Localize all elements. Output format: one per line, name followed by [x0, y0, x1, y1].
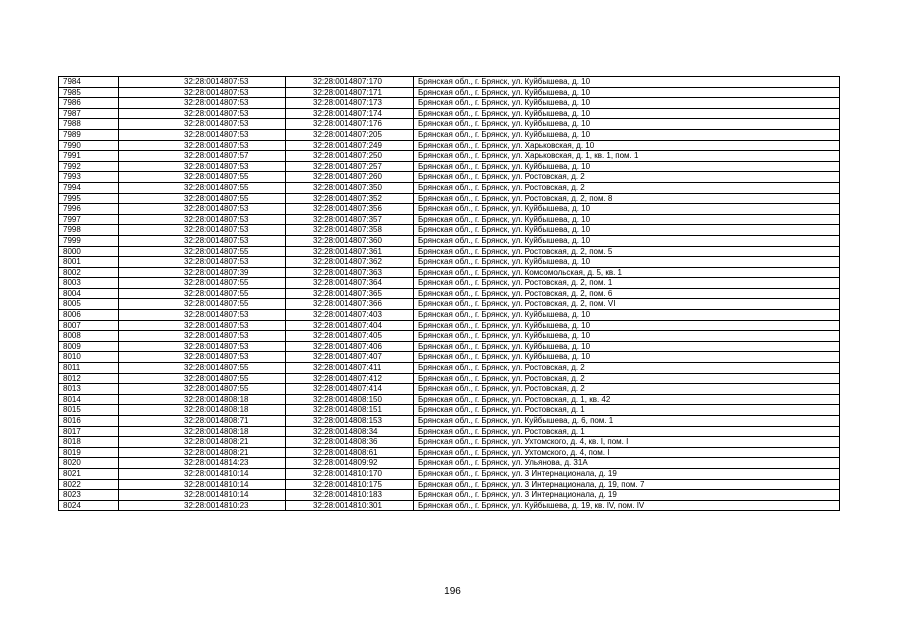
address-cell: Брянская обл., г. Брянск, ул. Куйбышева, д. 10: [414, 331, 840, 342]
address-cell: Брянская обл., г. Брянск, ул. Куйбышева, д. 10: [414, 204, 840, 215]
address-cell: Брянская обл., г. Брянск, ул. Ростовская, д. 2: [414, 172, 840, 183]
row-number-cell: 7996: [59, 204, 119, 215]
row-number-cell: 8002: [59, 267, 119, 278]
row-number-cell: 8004: [59, 288, 119, 299]
row-number-cell: 8008: [59, 331, 119, 342]
cadastral-table: [58, 76, 840, 511]
object-cadastral-number-cell: 32:28:0014807:350: [286, 182, 414, 193]
table-row: [59, 479, 840, 490]
address-cell: Брянская обл., г. Брянск, ул. 3 Интернационала, д. 19: [414, 468, 840, 479]
address-cell: Брянская обл., г. Брянск, ул. Куйбышева, д. 10: [414, 341, 840, 352]
object-cadastral-number-cell: 32:28:0014807:407: [286, 352, 414, 363]
address-cell: Брянская обл., г. Брянск, ул. Ростовская, д. 2: [414, 384, 840, 395]
table-row: [59, 447, 840, 458]
table-row: [59, 161, 840, 172]
address-cell: Брянская обл., г. Брянск, ул. Ростовская, д. 2, пом. 8: [414, 193, 840, 204]
table-row: [59, 363, 840, 374]
page-number: 196: [444, 586, 461, 597]
table-row: [59, 310, 840, 321]
address-cell: Брянская обл., г. Брянск, ул. Ростовская, д. 2: [414, 182, 840, 193]
table-row: [59, 193, 840, 204]
parcel-cadastral-number-cell: 32:28:0014807:53: [119, 331, 286, 342]
row-number-cell: 8024: [59, 500, 119, 511]
address-cell: Брянская обл., г. Брянск, ул. Ростовская, д. 1: [414, 426, 840, 437]
parcel-cadastral-number-cell: 32:28:0014807:55: [119, 373, 286, 384]
address-cell: Брянская обл., г. Брянск, ул. Харьковская, д. 1, кв. 1, пом. 1: [414, 151, 840, 162]
table-row: [59, 320, 840, 331]
parcel-cadastral-number-cell: 32:28:0014807:55: [119, 363, 286, 374]
object-cadastral-number-cell: 32:28:0014807:352: [286, 193, 414, 204]
row-number-cell: 7991: [59, 151, 119, 162]
parcel-cadastral-number-cell: 32:28:0014807:53: [119, 140, 286, 151]
parcel-cadastral-number-cell: 32:28:0014807:53: [119, 310, 286, 321]
object-cadastral-number-cell: 32:28:0014807:406: [286, 341, 414, 352]
address-cell: Брянская обл., г. Брянск, ул. Куйбышева, д. 6, пом. 1: [414, 416, 840, 427]
row-number-cell: 7989: [59, 129, 119, 140]
object-cadastral-number-cell: 32:28:0014807:257: [286, 161, 414, 172]
parcel-cadastral-number-cell: 32:28:0014807:53: [119, 214, 286, 225]
row-number-cell: 8003: [59, 278, 119, 289]
address-cell: Брянская обл., г. Брянск, ул. Куйбышева, д. 10: [414, 257, 840, 268]
table-row: [59, 151, 840, 162]
row-number-cell: 8014: [59, 394, 119, 405]
address-cell: Брянская обл., г. Брянск, ул. Ростовская, д. 2, пом. 1: [414, 278, 840, 289]
row-number-cell: 8006: [59, 310, 119, 321]
address-cell: Брянская обл., г. Брянск, ул. 3 Интернационала, д. 19, пом. 7: [414, 479, 840, 490]
parcel-cadastral-number-cell: 32:28:0014807:53: [119, 87, 286, 98]
address-cell: Брянская обл., г. Брянск, ул. Ростовская, д. 2, пом. 6: [414, 288, 840, 299]
row-number-cell: 8019: [59, 447, 119, 458]
table-row: [59, 98, 840, 109]
object-cadastral-number-cell: 32:28:0014807:411: [286, 363, 414, 374]
row-number-cell: 8021: [59, 468, 119, 479]
row-number-cell: 8023: [59, 490, 119, 501]
parcel-cadastral-number-cell: 32:28:0014807:53: [119, 204, 286, 215]
object-cadastral-number-cell: 32:28:0014807:357: [286, 214, 414, 225]
table-row: [59, 129, 840, 140]
row-number-cell: 8001: [59, 257, 119, 268]
object-cadastral-number-cell: 32:28:0014807:365: [286, 288, 414, 299]
address-cell: Брянская обл., г. Брянск, ул. 3 Интернационала, д. 19: [414, 490, 840, 501]
parcel-cadastral-number-cell: 32:28:0014808:18: [119, 405, 286, 416]
parcel-cadastral-number-cell: 32:28:0014807:53: [119, 235, 286, 246]
table-row: [59, 437, 840, 448]
address-cell: Брянская обл., г. Брянск, ул. Куйбышева, д. 10: [414, 129, 840, 140]
address-cell: Брянская обл., г. Брянск, ул. Куйбышева, д. 10: [414, 225, 840, 236]
table-row: [59, 140, 840, 151]
parcel-cadastral-number-cell: 32:28:0014807:55: [119, 299, 286, 310]
row-number-cell: 7986: [59, 98, 119, 109]
parcel-cadastral-number-cell: 32:28:0014807:55: [119, 384, 286, 395]
row-number-cell: 8016: [59, 416, 119, 427]
object-cadastral-number-cell: 32:28:0014810:301: [286, 500, 414, 511]
table-row: [59, 278, 840, 289]
address-cell: Брянская обл., г. Брянск, ул. Куйбышева, д. 10: [414, 98, 840, 109]
object-cadastral-number-cell: 32:28:0014808:36: [286, 437, 414, 448]
object-cadastral-number-cell: 32:28:0014810:175: [286, 479, 414, 490]
row-number-cell: 7990: [59, 140, 119, 151]
object-cadastral-number-cell: 32:28:0014807:364: [286, 278, 414, 289]
table-row: [59, 341, 840, 352]
row-number-cell: 8009: [59, 341, 119, 352]
row-number-cell: 8007: [59, 320, 119, 331]
row-number-cell: 8020: [59, 458, 119, 469]
row-number-cell: 8012: [59, 373, 119, 384]
object-cadastral-number-cell: 32:28:0014807:412: [286, 373, 414, 384]
object-cadastral-number-cell: 32:28:0014809:92: [286, 458, 414, 469]
address-cell: Брянская обл., г. Брянск, ул. Ухтомского, д. 4, кв. I, пом. I: [414, 437, 840, 448]
table-row: [59, 214, 840, 225]
address-cell: Брянская обл., г. Брянск, ул. Куйбышева, д. 10: [414, 352, 840, 363]
table-row: [59, 373, 840, 384]
object-cadastral-number-cell: 32:28:0014807:404: [286, 320, 414, 331]
table-row: [59, 77, 840, 88]
object-cadastral-number-cell: 32:28:0014807:363: [286, 267, 414, 278]
address-cell: Брянская обл., г. Брянск, ул. Ростовская, д. 2, пом. 5: [414, 246, 840, 257]
row-number-cell: 8011: [59, 363, 119, 374]
parcel-cadastral-number-cell: 32:28:0014808:21: [119, 437, 286, 448]
parcel-cadastral-number-cell: 32:28:0014807:53: [119, 225, 286, 236]
row-number-cell: 8010: [59, 352, 119, 363]
address-cell: Брянская обл., г. Брянск, ул. Ростовская, д. 1, кв. 42: [414, 394, 840, 405]
table-row: [59, 416, 840, 427]
row-number-cell: 8013: [59, 384, 119, 395]
object-cadastral-number-cell: 32:28:0014808:151: [286, 405, 414, 416]
table-row: [59, 394, 840, 405]
table-row: [59, 225, 840, 236]
table-row: [59, 490, 840, 501]
parcel-cadastral-number-cell: 32:28:0014807:53: [119, 161, 286, 172]
table-row: [59, 405, 840, 416]
object-cadastral-number-cell: 32:28:0014807:260: [286, 172, 414, 183]
table-row: [59, 257, 840, 268]
address-cell: Брянская обл., г. Брянск, ул. Куйбышева, д. 19, кв. IV, пом. IV: [414, 500, 840, 511]
row-number-cell: 7988: [59, 119, 119, 130]
row-number-cell: 7993: [59, 172, 119, 183]
parcel-cadastral-number-cell: 32:28:0014808:18: [119, 426, 286, 437]
address-cell: Брянская обл., г. Брянск, ул. Куйбышева, д. 10: [414, 320, 840, 331]
table-row: [59, 246, 840, 257]
row-number-cell: 8015: [59, 405, 119, 416]
address-cell: Брянская обл., г. Брянск, ул. Куйбышева, д. 10: [414, 77, 840, 88]
table-row: [59, 500, 840, 511]
parcel-cadastral-number-cell: 32:28:0014807:53: [119, 320, 286, 331]
parcel-cadastral-number-cell: 32:28:0014807:53: [119, 108, 286, 119]
table-row: [59, 119, 840, 130]
table-row: [59, 87, 840, 98]
object-cadastral-number-cell: 32:28:0014808:150: [286, 394, 414, 405]
cadastral-table-wrapper: [58, 76, 839, 511]
address-cell: Брянская обл., г. Брянск, ул. Куйбышева, д. 10: [414, 235, 840, 246]
parcel-cadastral-number-cell: 32:28:0014807:53: [119, 352, 286, 363]
object-cadastral-number-cell: 32:28:0014807:358: [286, 225, 414, 236]
address-cell: Брянская обл., г. Брянск, ул. Ростовская, д. 2, пом. VI: [414, 299, 840, 310]
object-cadastral-number-cell: 32:28:0014807:403: [286, 310, 414, 321]
row-number-cell: 7987: [59, 108, 119, 119]
address-cell: Брянская обл., г. Брянск, ул. Ростовская, д. 1: [414, 405, 840, 416]
parcel-cadastral-number-cell: 32:28:0014807:55: [119, 182, 286, 193]
address-cell: Брянская обл., г. Брянск, ул. Куйбышева, д. 10: [414, 108, 840, 119]
object-cadastral-number-cell: 32:28:0014807:360: [286, 235, 414, 246]
parcel-cadastral-number-cell: 32:28:0014807:55: [119, 172, 286, 183]
parcel-cadastral-number-cell: 32:28:0014807:53: [119, 341, 286, 352]
address-cell: Брянская обл., г. Брянск, ул. Ульянова, д. 31А: [414, 458, 840, 469]
row-number-cell: 8018: [59, 437, 119, 448]
object-cadastral-number-cell: 32:28:0014807:170: [286, 77, 414, 88]
object-cadastral-number-cell: 32:28:0014807:362: [286, 257, 414, 268]
parcel-cadastral-number-cell: 32:28:0014807:53: [119, 77, 286, 88]
object-cadastral-number-cell: 32:28:0014807:405: [286, 331, 414, 342]
parcel-cadastral-number-cell: 32:28:0014810:14: [119, 468, 286, 479]
table-row: [59, 108, 840, 119]
object-cadastral-number-cell: 32:28:0014807:174: [286, 108, 414, 119]
object-cadastral-number-cell: 32:28:0014807:176: [286, 119, 414, 130]
row-number-cell: 7999: [59, 235, 119, 246]
table-row: [59, 172, 840, 183]
address-cell: Брянская обл., г. Брянск, ул. Куйбышева, д. 10: [414, 119, 840, 130]
table-row: [59, 299, 840, 310]
parcel-cadastral-number-cell: 32:28:0014807:57: [119, 151, 286, 162]
object-cadastral-number-cell: 32:28:0014810:170: [286, 468, 414, 479]
object-cadastral-number-cell: 32:28:0014807:361: [286, 246, 414, 257]
parcel-cadastral-number-cell: 32:28:0014807:53: [119, 129, 286, 140]
address-cell: Брянская обл., г. Брянск, ул. Куйбышева, д. 10: [414, 87, 840, 98]
object-cadastral-number-cell: 32:28:0014808:153: [286, 416, 414, 427]
table-row: [59, 288, 840, 299]
row-number-cell: 7992: [59, 161, 119, 172]
parcel-cadastral-number-cell: 32:28:0014807:53: [119, 257, 286, 268]
row-number-cell: 7995: [59, 193, 119, 204]
object-cadastral-number-cell: 32:28:0014808:61: [286, 447, 414, 458]
object-cadastral-number-cell: 32:28:0014807:414: [286, 384, 414, 395]
object-cadastral-number-cell: 32:28:0014807:171: [286, 87, 414, 98]
parcel-cadastral-number-cell: 32:28:0014807:53: [119, 119, 286, 130]
object-cadastral-number-cell: 32:28:0014807:250: [286, 151, 414, 162]
table-row: [59, 182, 840, 193]
table-row: [59, 426, 840, 437]
parcel-cadastral-number-cell: 32:28:0014810:14: [119, 490, 286, 501]
address-cell: Брянская обл., г. Брянск, ул. Ухтомского, д. 4, пом. I: [414, 447, 840, 458]
parcel-cadastral-number-cell: 32:28:0014807:39: [119, 267, 286, 278]
row-number-cell: 7994: [59, 182, 119, 193]
parcel-cadastral-number-cell: 32:28:0014807:53: [119, 98, 286, 109]
address-cell: Брянская обл., г. Брянск, ул. Комсомольская, д. 5, кв. 1: [414, 267, 840, 278]
table-body: [59, 77, 840, 511]
parcel-cadastral-number-cell: 32:28:0014808:71: [119, 416, 286, 427]
object-cadastral-number-cell: 32:28:0014810:183: [286, 490, 414, 501]
table-row: [59, 204, 840, 215]
table-row: [59, 267, 840, 278]
address-cell: Брянская обл., г. Брянск, ул. Куйбышева, д. 10: [414, 214, 840, 225]
row-number-cell: 7984: [59, 77, 119, 88]
parcel-cadastral-number-cell: 32:28:0014807:55: [119, 288, 286, 299]
object-cadastral-number-cell: 32:28:0014807:205: [286, 129, 414, 140]
row-number-cell: 7998: [59, 225, 119, 236]
address-cell: Брянская обл., г. Брянск, ул. Ростовская, д. 2: [414, 373, 840, 384]
table-row: [59, 384, 840, 395]
address-cell: Брянская обл., г. Брянск, ул. Ростовская, д. 2: [414, 363, 840, 374]
parcel-cadastral-number-cell: 32:28:0014808:21: [119, 447, 286, 458]
row-number-cell: 7997: [59, 214, 119, 225]
row-number-cell: 8000: [59, 246, 119, 257]
object-cadastral-number-cell: 32:28:0014808:34: [286, 426, 414, 437]
row-number-cell: 8022: [59, 479, 119, 490]
address-cell: Брянская обл., г. Брянск, ул. Куйбышева, д. 10: [414, 161, 840, 172]
parcel-cadastral-number-cell: 32:28:0014807:55: [119, 246, 286, 257]
table-row: [59, 331, 840, 342]
parcel-cadastral-number-cell: 32:28:0014807:55: [119, 193, 286, 204]
object-cadastral-number-cell: 32:28:0014807:249: [286, 140, 414, 151]
row-number-cell: 7985: [59, 87, 119, 98]
object-cadastral-number-cell: 32:28:0014807:366: [286, 299, 414, 310]
object-cadastral-number-cell: 32:28:0014807:173: [286, 98, 414, 109]
parcel-cadastral-number-cell: 32:28:0014810:14: [119, 479, 286, 490]
parcel-cadastral-number-cell: 32:28:0014808:18: [119, 394, 286, 405]
object-cadastral-number-cell: 32:28:0014807:356: [286, 204, 414, 215]
table-row: [59, 458, 840, 469]
table-row: [59, 468, 840, 479]
address-cell: Брянская обл., г. Брянск, ул. Куйбышева, д. 10: [414, 310, 840, 321]
row-number-cell: 8005: [59, 299, 119, 310]
parcel-cadastral-number-cell: 32:28:0014810:23: [119, 500, 286, 511]
address-cell: Брянская обл., г. Брянск, ул. Харьковская, д. 10: [414, 140, 840, 151]
table-row: [59, 352, 840, 363]
table-row: [59, 235, 840, 246]
row-number-cell: 8017: [59, 426, 119, 437]
parcel-cadastral-number-cell: 32:28:0014814:23: [119, 458, 286, 469]
parcel-cadastral-number-cell: 32:28:0014807:55: [119, 278, 286, 289]
